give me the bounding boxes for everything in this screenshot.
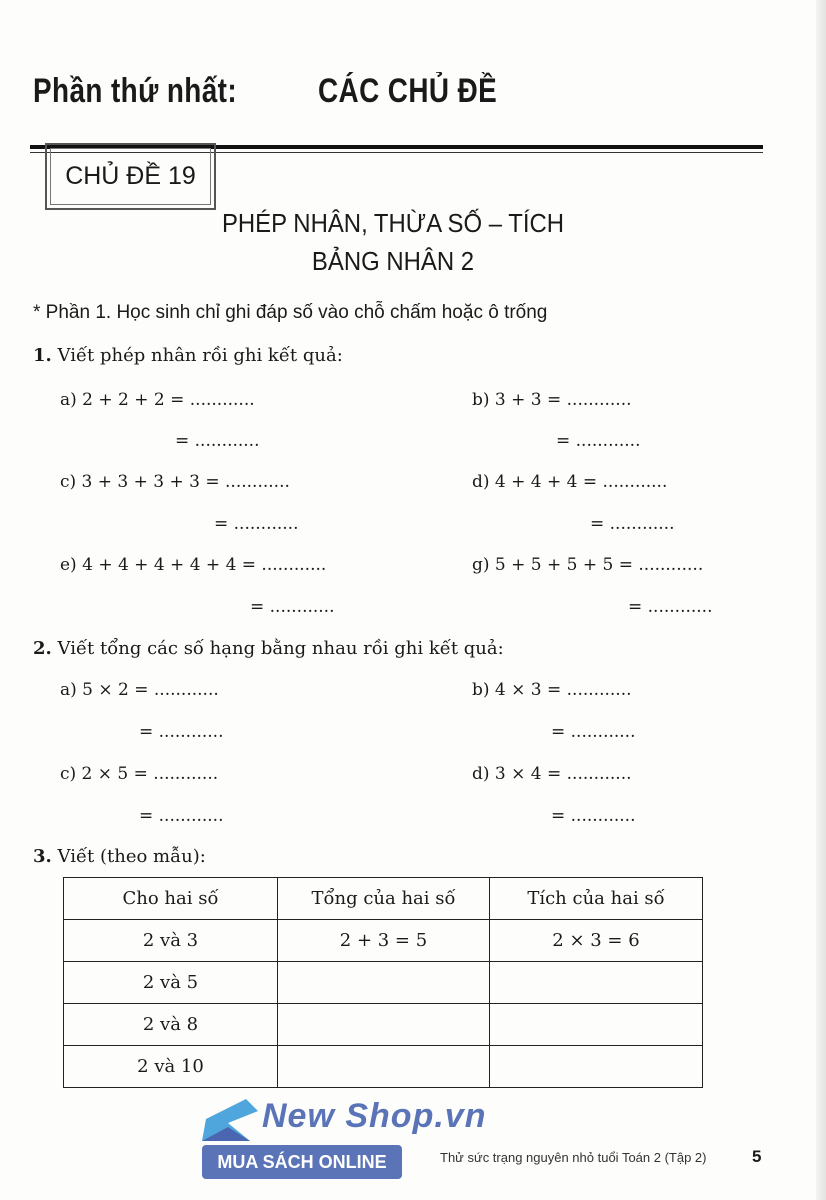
exercise-1b: b) 3 + 3 = ............ (472, 390, 632, 410)
arrow-logo-icon (200, 1097, 258, 1141)
question-text: Viết phép nhân rồi ghi kết quả: (57, 345, 343, 366)
exercise-1g-answer: = ............ (628, 597, 713, 617)
exercise-1b-answer: = ............ (556, 431, 641, 451)
part-title: CÁC CHỦ ĐỀ (318, 72, 498, 110)
table-cell: 2 × 3 = 6 (490, 920, 703, 962)
watermark-tagline: MUA SÁCH ONLINE (202, 1145, 402, 1179)
lesson-subtitle: BẢNG NHÂN 2 (311, 246, 475, 276)
exercise-2c: c) 2 × 5 = ............ (60, 764, 219, 784)
exercise-1e-answer: = ............ (250, 597, 335, 617)
table-row (64, 1046, 703, 1088)
exercise-2b-answer: = ............ (551, 722, 636, 742)
question-number: 2. (33, 638, 52, 659)
footer-book-title: Thử sức trạng nguyên nhỏ tuổi Toán 2 (Tập 2) (440, 1150, 707, 1165)
watermark-brand: New Shop.vn (262, 1097, 487, 1135)
exercise-1c: c) 3 + 3 + 3 + 3 = ............ (60, 472, 290, 492)
table-cell: 2 và 8 (64, 1004, 278, 1046)
question-3 (33, 846, 206, 867)
question-number: 1. (33, 345, 52, 366)
table-cell-blank (490, 1004, 703, 1046)
exercise-2b: b) 4 × 3 = ............ (472, 680, 632, 700)
topic-label: CHỦ ĐỀ 19 (50, 148, 211, 205)
exercise-2c-answer: = ............ (139, 806, 224, 826)
table-cell-blank (490, 962, 703, 1004)
table-row (64, 1004, 703, 1046)
part1-instruction: * Phần 1. Học sinh chỉ ghi đáp số vào chỗ chấm hoặc ô trống (33, 302, 548, 323)
exercise-1g: g) 5 + 5 + 5 + 5 = ............ (472, 555, 704, 575)
exercise-2a-answer: = ............ (139, 722, 224, 742)
table-header: Tổng của hai số (278, 878, 490, 920)
exercise-1d: d) 4 + 4 + 4 = ............ (472, 472, 668, 492)
table-cell: 2 + 3 = 5 (278, 920, 490, 962)
table-cell-blank (278, 962, 490, 1004)
exercise-2d: d) 3 × 4 = ............ (472, 764, 632, 784)
part-label: Phần thứ nhất: (33, 72, 238, 110)
table-cell-blank (278, 1046, 490, 1088)
exercise-2a: a) 5 × 2 = ............ (60, 680, 219, 700)
table-row (64, 962, 703, 1004)
exercise-1a: a) 2 + 2 + 2 = ............ (60, 390, 255, 410)
table-cell: 2 và 3 (64, 920, 278, 962)
newshop-watermark (200, 1097, 500, 1181)
table-header-row (64, 878, 703, 920)
table-cell: 2 và 10 (64, 1046, 278, 1088)
table-header: Tích của hai số (490, 878, 703, 920)
example-table (63, 877, 703, 1088)
topic-box (45, 143, 216, 210)
page-number: 5 (752, 1147, 762, 1166)
question-2 (33, 638, 504, 659)
table-header: Cho hai số (64, 878, 278, 920)
scan-edge (816, 0, 826, 1200)
exercise-1e: e) 4 + 4 + 4 + 4 + 4 = ............ (60, 555, 327, 575)
question-1 (33, 345, 343, 366)
table-cell-blank (490, 1046, 703, 1088)
table-cell: 2 và 5 (64, 962, 278, 1004)
exercise-1d-answer: = ............ (590, 514, 675, 534)
exercise-1a-answer: = ............ (175, 431, 260, 451)
question-text: Viết tổng các số hạng bằng nhau rồi ghi kết quả: (57, 638, 504, 659)
table-cell-blank (278, 1004, 490, 1046)
question-number: 3. (33, 846, 52, 867)
table-row (64, 920, 703, 962)
exercise-2d-answer: = ............ (551, 806, 636, 826)
lesson-title: PHÉP NHÂN, THỪA SỐ – TÍCH (221, 208, 565, 238)
exercise-1c-answer: = ............ (214, 514, 299, 534)
question-text: Viết (theo mẫu): (57, 846, 206, 867)
